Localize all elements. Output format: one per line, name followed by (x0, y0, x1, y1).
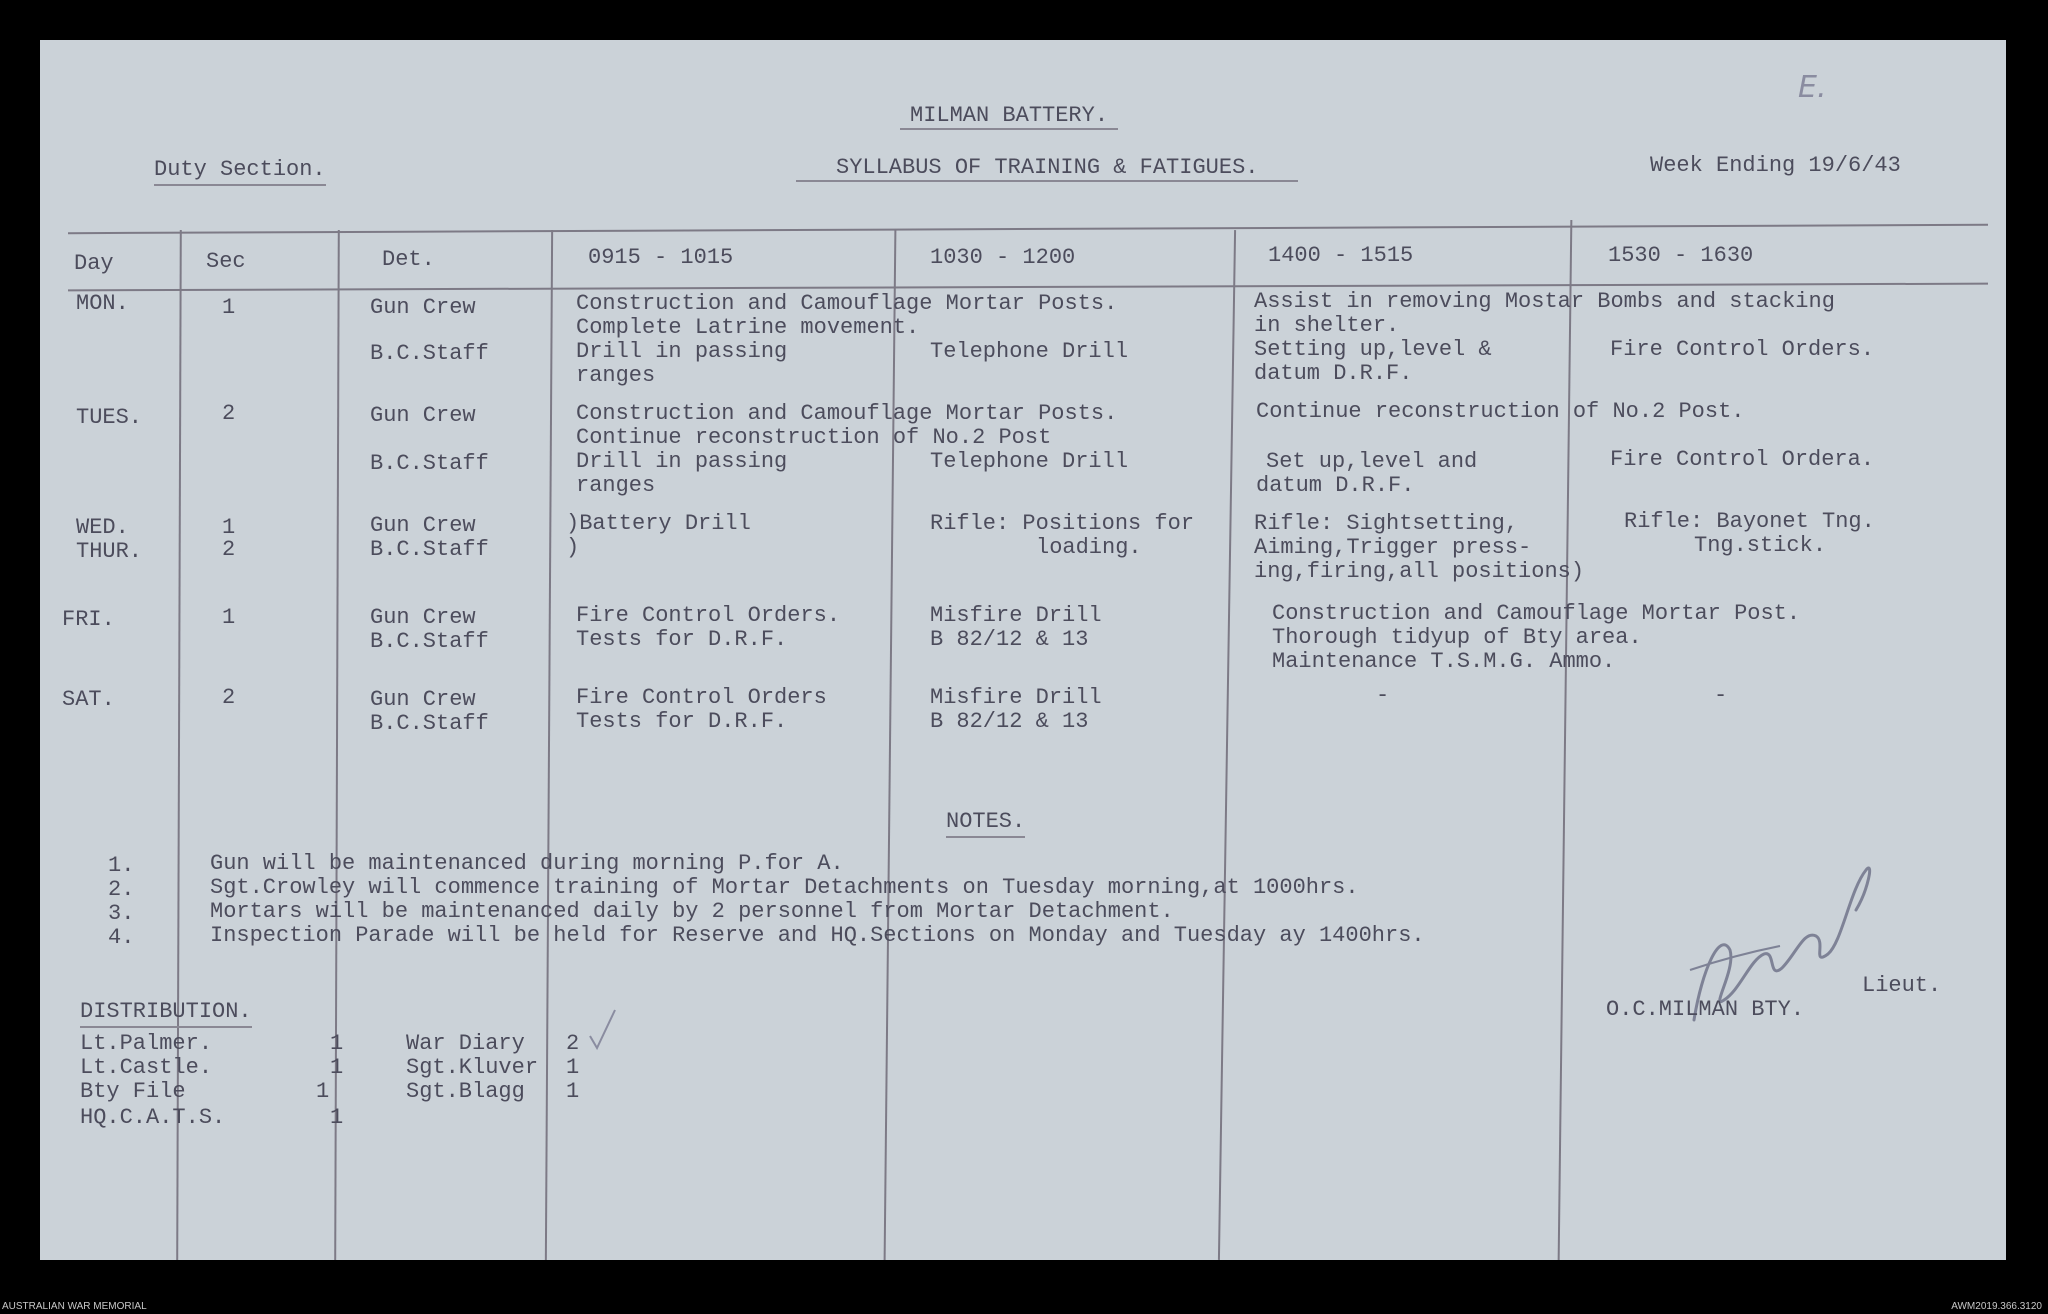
week-ending: Week Ending 19/6/43 (1650, 153, 1901, 178)
mon-c2: Telephone Drill (930, 339, 1129, 364)
distribution-heading: DISTRIBUTION. (80, 1000, 252, 1028)
fri-c2a: Misfire Drill (930, 603, 1102, 628)
sat-det-gun-crew: Gun Crew (370, 687, 476, 712)
header-0915: 0915 - 1015 (588, 245, 734, 270)
wed-c4a: Rifle: Bayonet Tng. (1624, 509, 1875, 534)
sat-sec: 2 (222, 685, 236, 710)
thur-sec: 2 (222, 537, 236, 562)
wed-c3b: Aiming,Trigger press- (1254, 535, 1532, 560)
wed-c2a: Rifle: Positions for (930, 511, 1195, 536)
wed-c2b: loading. (1036, 535, 1142, 560)
tues-day: TUES. (76, 405, 143, 430)
mon-c3b: in shelter. (1254, 313, 1400, 338)
distribution-qty-4: 1 (330, 1105, 344, 1130)
tues-c1c: Drill in passing (576, 449, 788, 474)
tues-c1b: Continue reconstruction of No.2 Post (576, 425, 1052, 450)
footer-accession-number: AWM2019.366.3120 (1951, 1301, 2042, 1312)
note-text-1: Gun will be maintenanced during morning P.for A. (210, 851, 844, 876)
tues-c2: Telephone Drill (930, 449, 1129, 474)
mon-det-gun-crew: Gun Crew (370, 295, 476, 320)
tues-c4: Fire Control Ordera. (1610, 447, 1875, 472)
fri-c3c: Maintenance T.S.M.G. Ammo. (1272, 649, 1616, 674)
wed-sec: 1 (222, 515, 236, 540)
distribution-qty-1: 1 (330, 1031, 344, 1056)
distribution-qty-5: 2 (566, 1031, 580, 1056)
fri-det-bc-staff: B.C.Staff (370, 629, 489, 654)
tues-det-gun-crew: Gun Crew (370, 403, 476, 428)
header-det: Det. (382, 247, 435, 272)
wed-c3a: Rifle: Sightsetting, (1254, 511, 1519, 536)
tues-c3d: datum D.R.F. (1256, 473, 1415, 498)
header-1530: 1530 - 1630 (1608, 243, 1754, 268)
header-1400: 1400 - 1515 (1268, 243, 1414, 268)
fri-det-gun-crew: Gun Crew (370, 605, 476, 630)
distribution-name-6: Sgt.Kluver (406, 1055, 539, 1080)
mon-c3a: Assist in removing Mostar Bombs and stacking (1254, 289, 1835, 314)
mon-c1c: Drill in passing (576, 339, 788, 364)
sat-c1a: Fire Control Orders (576, 685, 827, 710)
sat-c2b: B 82/12 & 13 (930, 709, 1089, 734)
sat-c4-dash: - (1714, 683, 1728, 708)
mon-c3c: Setting up,level & (1254, 337, 1492, 362)
table-top-rule (68, 224, 1988, 234)
note-text-4: Inspection Parade will be held for Reserve and HQ.Sections on Monday and Tuesday ay 1400hrs. (210, 923, 1425, 948)
distribution-name-1: Lt.Palmer. (80, 1031, 213, 1056)
note-text-3: Mortars will be maintenanced daily by 2 personnel from Mortar Detachment. (210, 899, 1174, 924)
signature-rank: Lieut. (1862, 973, 1942, 998)
wed-day: WED. (76, 515, 129, 540)
column-rule-5 (1218, 230, 1236, 1260)
header-day: Day (74, 251, 114, 276)
mon-det-bc-staff: B.C.Staff (370, 341, 489, 366)
wed-c3c: ing,firing,all positions) (1254, 559, 1585, 584)
sat-c3-dash: - (1376, 683, 1390, 708)
fri-c3a: Construction and Camouflage Mortar Post. (1272, 601, 1801, 626)
document-title: MILMAN BATTERY. (900, 104, 1118, 130)
note-num-4: 4. (108, 925, 135, 950)
document-page (40, 40, 2006, 1260)
thur-det-bc-staff: B.C.Staff (370, 537, 489, 562)
column-rule-6 (1558, 220, 1573, 1260)
column-rule-3 (545, 230, 553, 1260)
distribution-name-7: Sgt.Blagg (406, 1079, 525, 1104)
fri-c1b: Tests for D.R.F. (576, 627, 788, 652)
distribution-qty-2: 1 (330, 1055, 344, 1080)
footer-credit: AUSTRALIAN WAR MEMORIAL (2, 1301, 147, 1312)
mon-c1b: Complete Latrine movement. (576, 315, 920, 340)
distribution-qty-7: 1 (566, 1079, 580, 1104)
mon-sec: 1 (222, 295, 236, 320)
tues-c1a: Construction and Camouflage Mortar Posts. (576, 401, 1118, 426)
thur-day: THUR. (76, 539, 143, 564)
wed-c1b: ) (566, 535, 580, 560)
wed-c1a: )Battery Drill (566, 511, 751, 536)
sat-det-bc-staff: B.C.Staff (370, 711, 489, 736)
mon-c4: Fire Control Orders. (1610, 337, 1875, 362)
note-num-2: 2. (108, 877, 135, 902)
fri-c2b: B 82/12 & 13 (930, 627, 1089, 652)
margin-mark: E. (1798, 70, 1827, 105)
fri-c1a: Fire Control Orders. (576, 603, 841, 628)
column-rule-4 (884, 230, 897, 1260)
tues-sec: 2 (222, 401, 236, 426)
note-num-1: 1. (108, 853, 135, 878)
header-sec: Sec (206, 249, 246, 274)
distribution-qty-3: 1 (316, 1079, 330, 1104)
wed-det-gun-crew: Gun Crew (370, 513, 476, 538)
wed-c4b: Tng.stick. (1694, 533, 1827, 558)
distribution-name-4: HQ.C.A.T.S. (80, 1105, 226, 1130)
fri-c3b: Thorough tidyup of Bty area. (1272, 625, 1642, 650)
signature-unit: O.C.MILMAN BTY. (1606, 997, 1805, 1022)
sat-day: SAT. (62, 687, 115, 712)
distribution-name-3: Bty File (80, 1079, 186, 1104)
tues-c1d: ranges (576, 473, 656, 498)
duty-section-label: Duty Section. (154, 158, 326, 186)
mon-c3d: datum D.R.F. (1254, 361, 1413, 386)
fri-sec: 1 (222, 605, 236, 630)
tues-c3a: Continue reconstruction of No.2 Post. (1256, 399, 1745, 424)
mon-c1d: ranges (576, 363, 656, 388)
distribution-qty-6: 1 (566, 1055, 580, 1080)
mon-c1a: Construction and Camouflage Mortar Posts. (576, 291, 1118, 316)
syllabus-subtitle: SYLLABUS OF TRAINING & FATIGUES. (796, 156, 1298, 182)
mon-day: MON. (76, 291, 129, 316)
distribution-name-2: Lt.Castle. (80, 1055, 213, 1080)
tues-c3c: Set up,level and (1266, 449, 1478, 474)
tues-det-bc-staff: B.C.Staff (370, 451, 489, 476)
sat-c2a: Misfire Drill (930, 685, 1102, 710)
note-num-3: 3. (108, 901, 135, 926)
header-1030: 1030 - 1200 (930, 245, 1076, 270)
fri-day: FRI. (62, 607, 115, 632)
note-text-2: Sgt.Crowley will commence training of Mortar Detachments on Tuesday morning,at 1000hrs. (210, 875, 1359, 900)
sat-c1b: Tests for D.R.F. (576, 709, 788, 734)
check-mark-icon (588, 1006, 618, 1052)
notes-heading: NOTES. (946, 810, 1025, 838)
distribution-name-5: War Diary (406, 1031, 525, 1056)
